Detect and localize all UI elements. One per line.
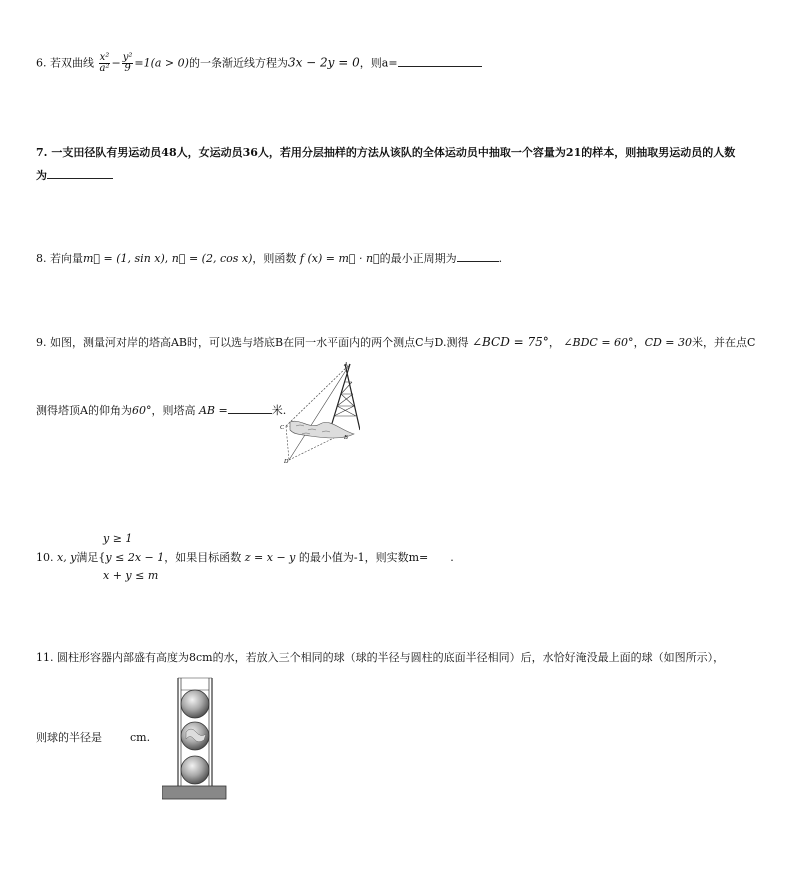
q7-line1-text: 7. 一支田径队有男运动员48人，女运动员36人，若用分层抽样的方法从该队的全体运动员中抽取一个容量为21的样本，则抽取男运动员的人数 — [36, 146, 736, 159]
question-11-line1 — [36, 650, 724, 666]
fig-label-b: B — [344, 435, 348, 441]
fig-label-a: A — [344, 362, 348, 368]
q10-end: . — [450, 551, 454, 564]
q9-elevation: 60° — [131, 404, 152, 417]
q7-answer-blank[interactable] — [47, 167, 113, 179]
q10-target: z = x − y — [244, 551, 296, 564]
fig-ball-bottom — [181, 756, 209, 784]
q10-vars: x, y — [57, 551, 77, 564]
q9-angle-bcd: ∠BCD = 75° — [471, 335, 549, 349]
q9-line1-tail: 米，并在点C — [692, 336, 756, 349]
q10-sys-line2: y ≤ 2x − 1 — [105, 551, 165, 564]
question-9-line2 — [36, 402, 286, 419]
question-9-line1: 9. 如图，测量河对岸的塔高AB时，可以选与塔底B在同一水平面内的两个测点C与D.测得 ∠BCD = 75°， ∠BDC = 60°，CD = 30米，并在点C — [36, 335, 756, 349]
q9-ab: AB = — [198, 404, 228, 417]
q11-line2-text: 则球的半径是 — [36, 731, 102, 744]
fig-tower-right — [345, 364, 360, 430]
q8-sep: , — [164, 252, 172, 265]
q9-line1-text: 9. 如图，测量河对岸的塔高AB时，可以选与塔底B在同一水平面内的两个测点C与D.测得 — [36, 336, 469, 349]
q6-frac2-num: y² — [122, 52, 133, 63]
q8-vector-n: n⃗ = (2, cos x) — [171, 252, 253, 265]
q9-cd: CD = 30 — [644, 336, 693, 349]
q6-frac2-den: 9 — [124, 63, 131, 74]
q8-function: f (x) = m⃗ · n⃗ — [299, 252, 380, 265]
q9-tower-figure — [280, 360, 360, 466]
fig-baseline-cd — [286, 426, 289, 460]
question-10 — [36, 550, 454, 566]
q6-eq-tail: =1(a > 0) — [134, 56, 189, 70]
q9-line2-tail: 米. — [271, 404, 287, 417]
fig-ball-top — [181, 690, 209, 718]
fig-label-c: C — [280, 425, 285, 431]
q11-unit: cm. — [130, 731, 151, 744]
question-6 — [36, 53, 482, 74]
q8-number: 8. — [36, 252, 47, 265]
q10-text2: 的最小值为-1，则实数m= — [298, 551, 429, 564]
q6-frac1-num: x² — [99, 52, 110, 63]
fig-sightline-da — [289, 364, 350, 460]
q6-number: 6. — [36, 56, 47, 70]
fig-cylinder-base — [162, 786, 226, 799]
q10-satisfy: 满足{ — [76, 551, 106, 564]
q6-fraction-y — [122, 53, 134, 74]
q7-line2-text: 为 — [36, 169, 47, 182]
q6-fraction-x — [99, 53, 111, 74]
question-11-line2 — [36, 730, 150, 746]
question-7-line2 — [36, 167, 113, 184]
q9-angle-bdc: ∠BDC = 60° — [563, 336, 634, 349]
fig-label-d: D — [284, 459, 289, 465]
q6-middle: 的一条渐近线方程为 — [188, 56, 288, 70]
q6-minus: − — [111, 56, 121, 70]
q6-answer-blank[interactable] — [398, 55, 482, 67]
q8-end: . — [498, 252, 503, 265]
q9-line2-mid: ，则塔高 — [151, 404, 196, 417]
q9-answer-blank[interactable] — [228, 402, 272, 414]
q6-frac1-den: a² — [99, 63, 110, 74]
q11-cylinder-figure — [162, 676, 228, 802]
q8-text2: ，则函数 — [252, 252, 297, 265]
question-7-line1 — [36, 145, 735, 161]
q10-sys-line3: x + y ≤ m — [103, 569, 159, 582]
q10-text1: ，如果目标函数 — [164, 551, 242, 564]
q6-suffix: ，则a= — [359, 56, 398, 70]
q8-text3: 的最小正周期为 — [379, 252, 457, 265]
q10-number: 10. — [36, 551, 54, 564]
q11-line1-text: 11. 圆柱形容器内部盛有高度为8cm的水，若放入三个相同的球（球的半径与圆柱的底面半径相同）后，水恰好淹没最上面的球（如图所示）， — [36, 651, 725, 664]
q6-asymptote: 3x − 2y = 0 — [287, 55, 360, 70]
q6-prefix: 若双曲线 — [50, 56, 94, 70]
q8-answer-blank[interactable] — [457, 250, 499, 262]
q9-line2-text: 测得塔顶A的仰角为 — [36, 404, 132, 417]
question-8 — [36, 250, 502, 267]
q8-text1: 若向量 — [50, 252, 83, 265]
q8-vector-m: m⃗ = (1, sin x) — [83, 252, 165, 265]
q10-sys-line1: y ≥ 1 — [103, 532, 133, 545]
